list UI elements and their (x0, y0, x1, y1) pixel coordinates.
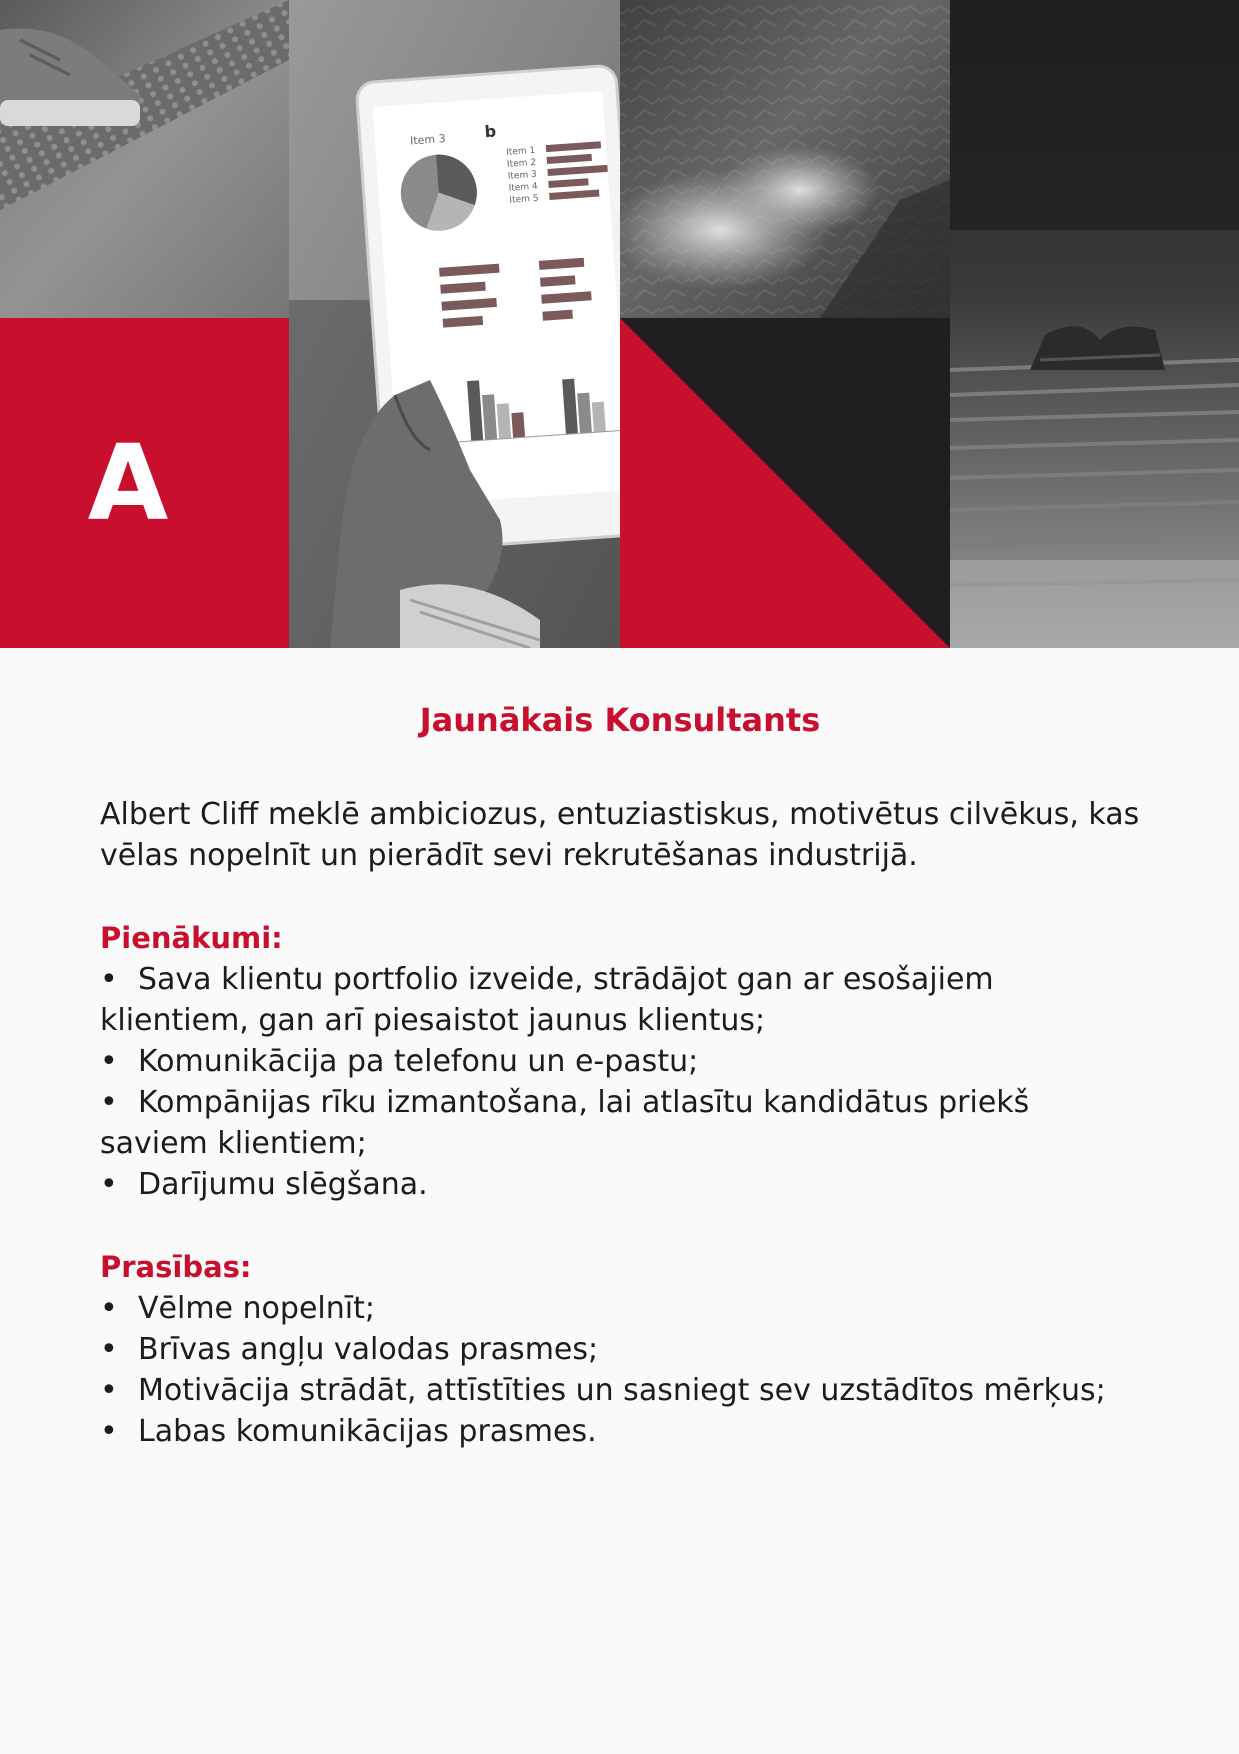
bullet-icon: • (100, 1332, 118, 1367)
list-item: • Brīvas angļu valodas prasmes; (100, 1329, 1140, 1370)
svg-text:Item 3: Item 3 (409, 132, 447, 148)
responsibilities-heading: Pienākumi: (100, 921, 283, 955)
responsibilities-list (100, 959, 1140, 1205)
job-intro-text: Albert Cliff meklē ambiciozus, entuziastiskus, motivētus cilvēkus, kas vēlas nopelnīt un pierādīt sevi rekrutēšanas industrijā. (100, 797, 1140, 873)
requirements-heading: Prasības: (100, 1250, 252, 1284)
bullet-icon: • (100, 1044, 118, 1079)
bullet-icon: • (100, 1414, 118, 1449)
list-item: • Kompānijas rīku izmantošana, lai atlasītu kandidātus priekš saviem klientiem; (100, 1082, 1140, 1164)
list-item: • Vēlme nopelnīt; (100, 1288, 1140, 1329)
svg-text:Item 1: Item 1 (505, 145, 536, 158)
job-posting (100, 690, 1140, 1494)
svg-text:Item 4: Item 4 (508, 181, 539, 194)
company-logo-letter: A (87, 422, 167, 544)
list-item: • Komunikācija pa telefonu un e-pastu; (100, 1041, 1140, 1082)
svg-text:Item 5: Item 5 (509, 193, 539, 206)
bullet-icon: • (100, 1291, 118, 1326)
svg-text:Item 2: Item 2 (506, 157, 537, 170)
header-mosaic-graphic (0, 0, 1239, 648)
svg-text:Item 3: Item 3 (507, 169, 538, 182)
job-title: Jaunākais Konsultants (419, 701, 821, 739)
bullet-icon: • (100, 1085, 118, 1120)
bullet-icon: • (100, 1167, 118, 1202)
triangle-panel (620, 318, 950, 648)
svg-text:b: b (484, 121, 497, 142)
list-item: • Motivācija strādāt, attīstīties un sasniegt sev uzstādītos mērķus; (100, 1370, 1140, 1411)
bullet-icon: • (100, 962, 118, 997)
mountain-mist-photo (610, 0, 950, 318)
header-mosaic (0, 0, 1239, 648)
tablet-charts-photo (289, 0, 648, 648)
mixing-console-photo (950, 0, 1239, 648)
requirements-list (100, 1288, 1140, 1452)
sneaker-photo (0, 0, 289, 318)
bullet-icon: • (100, 1373, 118, 1408)
list-item: • Sava klientu portfolio izveide, strādājot gan ar esošajiem klientiem, gan arī piesaistot jaunus klientus; (100, 959, 1140, 1041)
list-item: • Labas komunikācijas prasmes. (100, 1411, 1140, 1452)
list-item: • Darījumu slēgšana. (100, 1164, 1140, 1205)
